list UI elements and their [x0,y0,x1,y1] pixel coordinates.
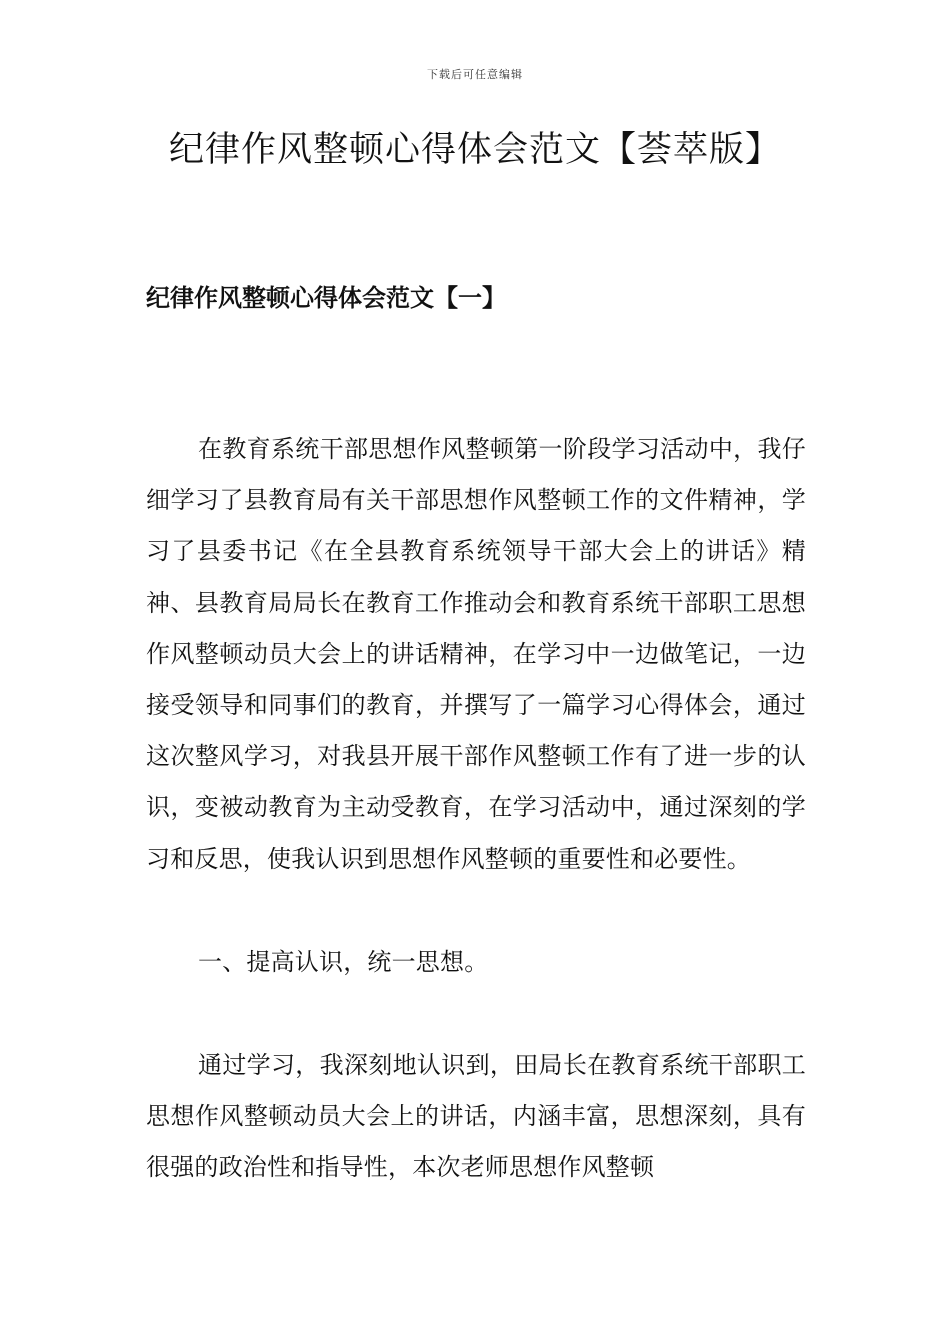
paragraph-intro: 在教育系统干部思想作风整顿第一阶段学习活动中，我仔细学习了县教育局有关干部思想作风整顿工作的文件精神，学习了县委书记《在全县教育系统领导干部大会上的讲话》精神、县教育局局长在教育工作推动会和教育系统干部职工思想作风整顿动员大会上的讲话精神，在学习中一边做笔记，一边接受领导和同事们的教育，并撰写了一篇学习心得体会，通过这次整风学习，对我县开展干部作风整顿工作有了进一步的认识，变被动教育为主动受教育，在学习活动中，通过深刻的学习和反思，使我认识到思想作风整顿的重要性和必要性。 [146,435,806,873]
paragraph-subheading: 一、提高认识，统一思想。 [198,947,489,976]
document-body [146,424,806,1194]
paragraph-spacer [146,988,806,1040]
paragraph-spacer [146,885,806,937]
section-heading: 纪律作风整顿心得体会范文【一】 [146,283,506,312]
paragraph-body: 通过学习，我深刻地认识到，田局长在教育系统干部职工思想作风整顿动员大会上的讲话，内涵丰富，思想深刻，具有很强的政治性和指导性，本次老师思想作风整顿 [146,1051,806,1182]
header-note: 下载后可任意编辑 [427,68,523,81]
document-title: 纪律作风整顿心得体会范文【荟萃版】 [168,130,781,170]
